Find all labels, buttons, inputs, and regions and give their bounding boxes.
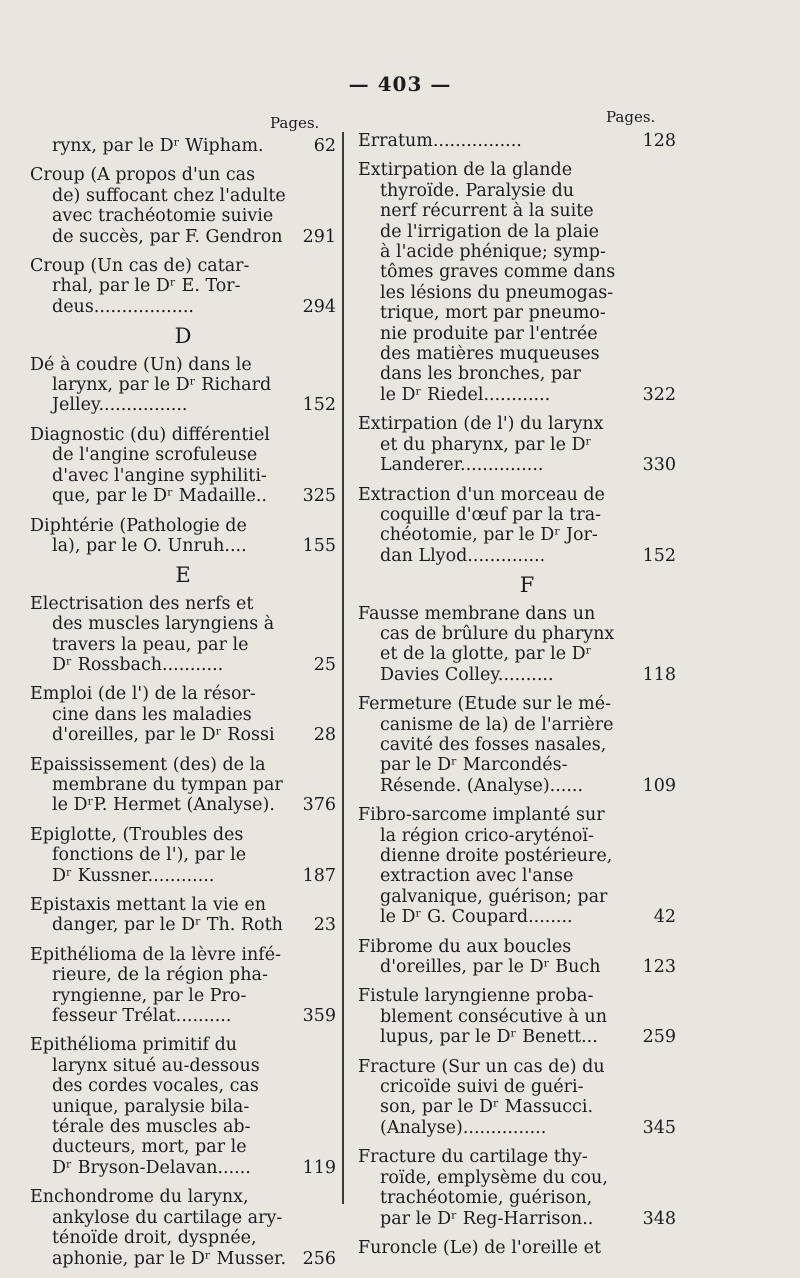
entry-line: rieure, de la région pha- bbox=[52, 965, 268, 986]
entry-page-number: 155 bbox=[299, 536, 336, 556]
section-letter: E bbox=[175, 563, 191, 588]
entry-line: d'oreilles, par le Dʳ Rossi bbox=[52, 725, 275, 746]
entry-line: Diagnostic (du) différentiel bbox=[30, 424, 270, 445]
entry-line: que, par le Dʳ Madaille.. bbox=[52, 486, 267, 507]
entry-line: roïde, emplysème du cou, bbox=[380, 1167, 608, 1188]
index-entry bbox=[358, 1057, 676, 1139]
index-entry bbox=[30, 945, 336, 1027]
entry-page-number: 348 bbox=[639, 1209, 676, 1229]
entry-line: Emploi (de l') de la résor- bbox=[30, 684, 256, 705]
entry-line: des cordes vocales, cas bbox=[52, 1076, 259, 1097]
entry-line: cas de brûlure du pharynx bbox=[380, 623, 615, 644]
entry-page-number: 128 bbox=[639, 131, 676, 151]
entry-line: Extraction d'un morceau de bbox=[358, 484, 605, 505]
entry-line: ténoïde droit, dyspnée, bbox=[52, 1228, 257, 1249]
index-entry bbox=[358, 694, 676, 796]
index-entry bbox=[30, 136, 336, 156]
index-entry bbox=[30, 516, 336, 557]
entry-line: ankylose du cartilage ary- bbox=[52, 1207, 283, 1228]
entry-line: travers la peau, par le bbox=[52, 634, 249, 655]
entry-line: Enchondrome du larynx, bbox=[30, 1187, 249, 1208]
right-column bbox=[358, 131, 676, 1267]
entry-line: thyroïde. Paralysie du bbox=[380, 180, 575, 201]
entry-line: des matières muqueuses bbox=[380, 344, 600, 365]
section-letter: F bbox=[519, 573, 535, 598]
index-entry bbox=[30, 895, 336, 936]
index-entry bbox=[30, 755, 336, 816]
entry-line: Fausse membrane dans un bbox=[358, 603, 596, 624]
index-entry bbox=[358, 1238, 676, 1258]
entry-line: aphonie, par le Dʳ Musser. bbox=[52, 1248, 287, 1269]
entry-line: Croup (A propos d'un cas bbox=[30, 165, 256, 186]
entry-line: Electrisation des nerfs et bbox=[30, 593, 254, 614]
entry-line: Fibrome du aux boucles bbox=[358, 936, 572, 957]
entry-line: par le Dʳ Marcondés- bbox=[380, 755, 568, 776]
entry-line: cavité des fosses nasales, bbox=[380, 734, 607, 755]
entry-line: la région crico-aryténoï- bbox=[380, 825, 594, 846]
index-entry bbox=[30, 1035, 336, 1178]
entry-line: de succès, par F. Gendron bbox=[52, 226, 283, 247]
entry-page-number: 25 bbox=[310, 655, 336, 675]
index-entry bbox=[358, 805, 676, 927]
entry-line: fonctions de l'), par le bbox=[52, 845, 247, 866]
entry-line: d'avec l'angine syphiliti- bbox=[52, 465, 267, 486]
entry-line: Furoncle (Le) de l'oreille et bbox=[358, 1237, 601, 1258]
index-entry bbox=[358, 986, 676, 1047]
index-entry bbox=[30, 825, 336, 886]
index-entry bbox=[30, 425, 336, 507]
entry-line: de l'irrigation de la plaie bbox=[380, 221, 599, 242]
entry-line: canisme de la) de l'arrière bbox=[380, 714, 614, 735]
entry-line: Epithélioma de la lèvre infé- bbox=[30, 944, 282, 965]
entry-line: à l'acide phénique; symp- bbox=[380, 242, 606, 263]
entry-line: les lésions du pneumogas- bbox=[380, 282, 614, 303]
entry-line: extraction avec l'anse bbox=[380, 866, 574, 887]
entry-line: (Analyse)............... bbox=[380, 1117, 547, 1138]
entry-line: galvanique, guérison; par bbox=[380, 886, 608, 907]
column-divider bbox=[342, 132, 344, 1204]
entry-line: ducteurs, mort, par le bbox=[52, 1137, 247, 1158]
index-entry bbox=[358, 485, 676, 567]
entry-line: trachéotomie, guérison, bbox=[380, 1188, 593, 1209]
entry-line: nerf récurrent à la suite bbox=[380, 201, 594, 222]
entry-line: Jelley................ bbox=[52, 395, 188, 416]
index-entry bbox=[30, 594, 336, 676]
entry-line: la), par le O. Unruh.... bbox=[52, 535, 247, 556]
entry-line: Epaississement (des) de la bbox=[30, 754, 266, 775]
entry-page-number: 123 bbox=[639, 957, 676, 977]
entry-line: Epistaxis mettant la vie en bbox=[30, 895, 266, 915]
entry-line: Dé à coudre (Un) dans le bbox=[30, 354, 252, 375]
entry-page-number: 325 bbox=[299, 486, 336, 506]
entry-line: de) suffocant chez l'adulte bbox=[52, 185, 286, 206]
entry-line: térale des muscles ab- bbox=[52, 1117, 251, 1138]
entry-line: Epiglotte, (Troubles des bbox=[30, 824, 244, 845]
entry-line: Dʳ Bryson-Delavan...... bbox=[52, 1157, 251, 1178]
entry-line: dienne droite postérieure, bbox=[380, 846, 613, 866]
entry-line: fesseur Trélat.......... bbox=[52, 1006, 232, 1027]
left-pages-label: Pages. bbox=[270, 114, 320, 132]
page-number: — 403 — bbox=[348, 72, 452, 96]
entry-page-number: 322 bbox=[639, 385, 676, 405]
entry-line: coquille d'œuf par la tra- bbox=[380, 504, 602, 525]
entry-page-number: 330 bbox=[639, 455, 676, 475]
entry-line: le DʳP. Hermet (Analyse). bbox=[52, 795, 275, 816]
index-entry bbox=[358, 414, 676, 475]
entry-line: rhal, par le Dʳ E. Tor- bbox=[52, 276, 241, 297]
entry-line: Extirpation de la glande bbox=[358, 160, 573, 181]
index-entry bbox=[30, 256, 336, 317]
entry-line: larynx, par le Dʳ Richard bbox=[52, 375, 272, 396]
entry-line: Croup (Un cas de) catar- bbox=[30, 256, 250, 277]
entry-line: chéotomie, par le Dʳ Jor- bbox=[380, 525, 598, 546]
entry-line: Landerer............... bbox=[380, 455, 544, 476]
entry-line: dans les bronches, par bbox=[380, 364, 581, 385]
entry-line: et du pharynx, par le Dʳ bbox=[380, 434, 592, 455]
entry-line: trique, mort par pneumo- bbox=[380, 303, 606, 324]
entry-page-number: 294 bbox=[299, 297, 336, 317]
entry-line: nie produite par l'entrée bbox=[380, 323, 598, 344]
index-entry bbox=[358, 937, 676, 978]
entry-line: unique, paralysie bila- bbox=[52, 1096, 250, 1117]
entry-line: Davies Colley.......... bbox=[380, 664, 554, 685]
index-entry bbox=[30, 355, 336, 416]
entry-page-number: 152 bbox=[299, 395, 336, 415]
entry-line: de l'angine scrofuleuse bbox=[52, 445, 258, 466]
entry-line: le Dʳ Riedel............ bbox=[380, 384, 551, 405]
entry-line: tômes graves comme dans bbox=[380, 262, 616, 283]
entry-line: Epithélioma primitif du bbox=[30, 1035, 238, 1056]
entry-line: ryngienne, par le Pro- bbox=[52, 985, 247, 1006]
entry-page-number: 42 bbox=[650, 907, 676, 927]
index-entry bbox=[30, 684, 336, 745]
entry-line: deus.................. bbox=[52, 296, 194, 317]
entry-line: Erratum................ bbox=[358, 131, 522, 151]
entry-line: Fracture du cartilage thy- bbox=[358, 1147, 588, 1168]
entry-line: Fracture (Sur un cas de) du bbox=[358, 1056, 605, 1077]
entry-line: blement consécutive à un bbox=[380, 1006, 607, 1027]
entry-page-number: 119 bbox=[299, 1158, 336, 1178]
entry-page-number: 291 bbox=[299, 227, 336, 247]
entry-line: et de la glotte, par le Dʳ bbox=[380, 644, 592, 665]
index-entry bbox=[30, 1187, 336, 1269]
entry-page-number: 345 bbox=[639, 1118, 676, 1138]
entry-line: Fibro-sarcome implanté sur bbox=[358, 805, 605, 826]
entry-line: son, par le Dʳ Massucci. bbox=[380, 1097, 594, 1118]
entry-line: des muscles laryngiens à bbox=[52, 614, 275, 635]
entry-line: lupus, par le Dʳ Benett... bbox=[380, 1027, 598, 1048]
entry-page-number: 256 bbox=[299, 1249, 336, 1269]
entry-page-number: 109 bbox=[639, 776, 676, 796]
entry-line: d'oreilles, par le Dʳ Buch bbox=[380, 957, 601, 978]
entry-line: cricoïde suivi de guéri- bbox=[380, 1077, 584, 1098]
index-entry bbox=[358, 131, 676, 151]
entry-page-number: 259 bbox=[639, 1027, 676, 1047]
entry-line: danger, par le Dʳ Th. Roth bbox=[52, 915, 283, 936]
section-letter: D bbox=[174, 324, 192, 349]
entry-page-number: 118 bbox=[639, 665, 676, 685]
index-entry bbox=[358, 160, 676, 405]
entry-line: cine dans les maladies bbox=[52, 704, 252, 725]
entry-line: par le Dʳ Reg-Harrison.. bbox=[380, 1208, 594, 1229]
entry-page-number: 359 bbox=[299, 1006, 336, 1026]
entry-page-number: 152 bbox=[639, 546, 676, 566]
entry-line: Dʳ Rossbach........... bbox=[52, 654, 224, 675]
entry-line: avec trachéotomie suivie bbox=[52, 206, 274, 227]
entry-page-number: 23 bbox=[310, 915, 336, 935]
entry-line: le Dʳ G. Coupard........ bbox=[380, 907, 573, 928]
entry-line: Résende. (Analyse)...... bbox=[380, 775, 584, 796]
entry-line: Diphtérie (Pathologie de bbox=[30, 515, 247, 536]
entry-page-number: 28 bbox=[310, 725, 336, 745]
entry-line: Extirpation (de l') du larynx bbox=[358, 414, 604, 435]
entry-line: membrane du tympan par bbox=[52, 774, 283, 795]
entry-line: larynx situé au-dessous bbox=[52, 1055, 260, 1076]
index-entry bbox=[358, 1147, 676, 1229]
entry-page-number: 187 bbox=[299, 866, 336, 886]
left-column bbox=[30, 136, 336, 1278]
right-pages-label: Pages. bbox=[606, 108, 656, 126]
entry-line: Fermeture (Etude sur le mé- bbox=[358, 694, 612, 715]
entry-page-number: 62 bbox=[310, 136, 336, 156]
entry-line: dan Llyod.............. bbox=[380, 545, 546, 566]
entry-line: Fistule laryngienne proba- bbox=[358, 986, 594, 1007]
entry-page-number: 376 bbox=[299, 795, 336, 815]
index-entry bbox=[358, 604, 676, 686]
entry-line: Dʳ Kussner............ bbox=[52, 865, 215, 886]
index-entry bbox=[30, 165, 336, 247]
entry-line: rynx, par le Dʳ Wipham. bbox=[52, 136, 264, 156]
